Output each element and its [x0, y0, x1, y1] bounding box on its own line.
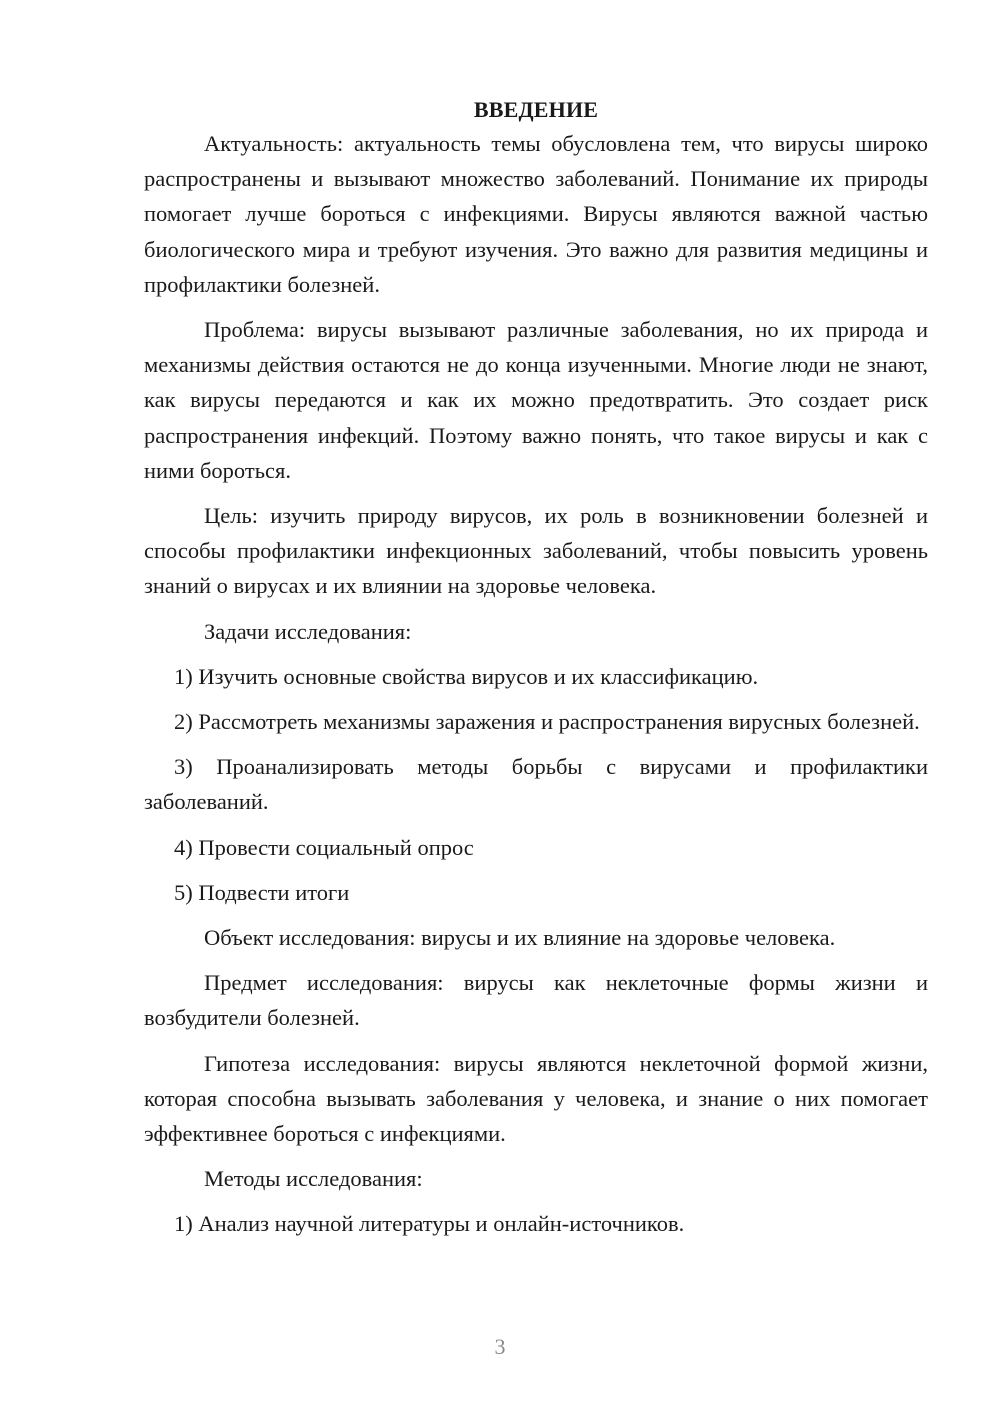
- task-item-3: 3) Проанализировать методы борьбы с вирусами и профилактики заболеваний.: [144, 754, 928, 815]
- goal-paragraph: Цель: изучить природу вирусов, их роль в возникновении болезней и способы профилактики инфекционных заболеваний, чтобы повысить уровень знаний о вирусах и их влиянии на здоровье человека.: [144, 503, 928, 599]
- page-content: [144, 94, 928, 1252]
- hypothesis-paragraph: Гипотеза исследования: вирусы являются неклеточной формой жизни, которая способна вызывать заболевания у человека, и знание о них помогает эффективнее бороться с инфекциями.: [144, 1050, 928, 1147]
- tasks-title: Задачи исследования:: [204, 618, 412, 644]
- problem-paragraph: Проблема: вирусы вызывают различные заболевания, но их природа и механизмы действия остаются не до конца изученными. Многие люди не знают, как вирусы передаются и как их можно предотвратить. Это создает риск распространения инфекций. Поэтому важно понять, что такое вирусы и как с ними бороться.: [144, 317, 928, 483]
- subject-paragraph: Предмет исследования: вирусы как неклеточные формы жизни и возбудители болезней.: [144, 970, 928, 1031]
- task-item-5: 5) Подвести итоги: [174, 879, 350, 905]
- task-item-1: 1) Изучить основные свойства вирусов и их классификацию.: [174, 663, 759, 689]
- methods-title: Методы исследования:: [204, 1166, 423, 1192]
- page-heading: ВВЕДЕНИЕ: [473, 97, 599, 122]
- method-item-1: 1) Анализ научной литературы и онлайн-источников.: [174, 1211, 685, 1237]
- relevance-paragraph: Актуальность: актуальность темы обусловлена тем, что вирусы широко распространены и вызывают множество заболеваний. Понимание их природы помогает лучше бороться с инфекциями. Вирусы являются важной частью биологического мира и требуют изучения. Это важно для развития медицины и профилактики болезней.: [144, 131, 928, 297]
- page-number: 3: [494, 1334, 506, 1359]
- task-item-2: 2) Рассмотреть механизмы заражения и распространения вирусных болезней.: [174, 709, 920, 735]
- object-paragraph: Объект исследования: вирусы и их влияние на здоровье человека.: [204, 925, 836, 951]
- task-item-4: 4) Провести социальный опрос: [174, 834, 474, 860]
